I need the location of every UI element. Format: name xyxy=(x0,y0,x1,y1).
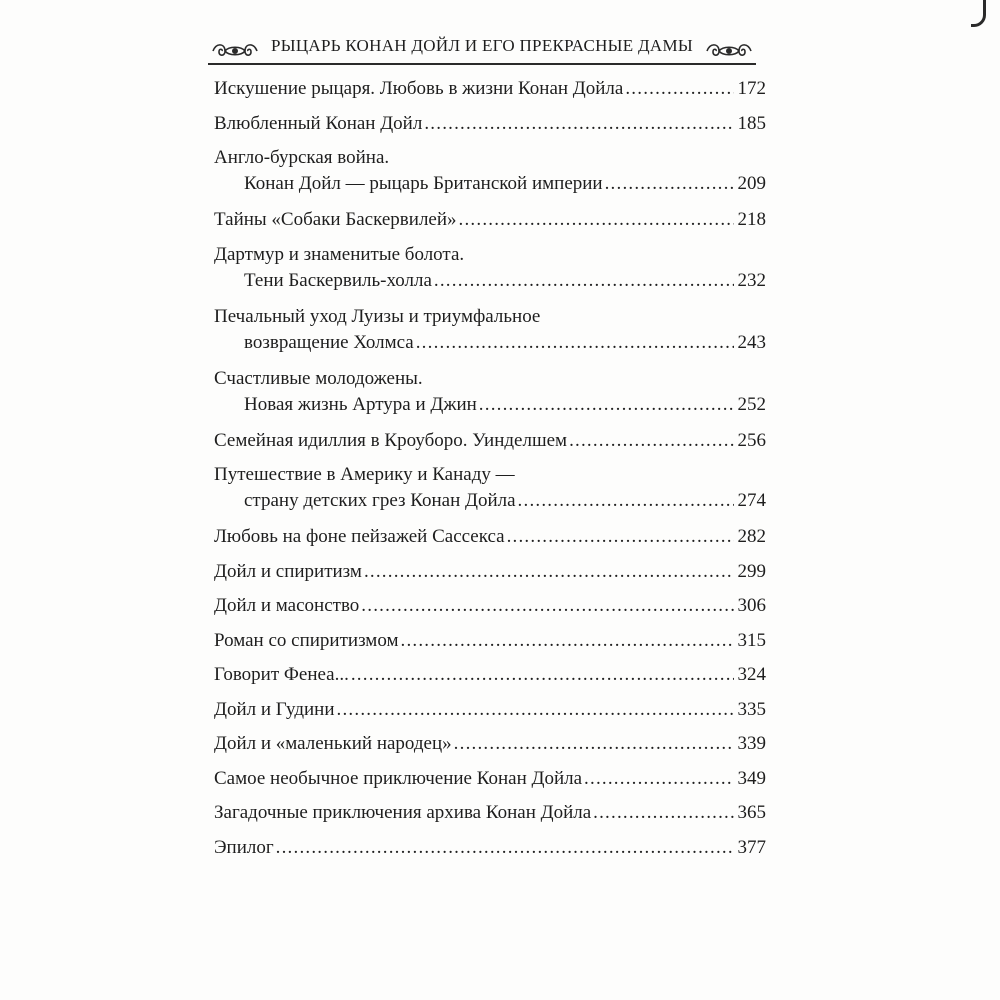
toc-entry-title: Влюбленный Конан Дойл xyxy=(214,112,423,134)
dot-leader xyxy=(584,766,733,792)
toc-page-number: 252 xyxy=(737,393,766,415)
toc-entry-line xyxy=(214,731,766,757)
toc-entry-line xyxy=(214,207,766,233)
toc-entry-line xyxy=(214,330,766,356)
table-of-contents xyxy=(214,76,766,869)
toc-entry[interactable] xyxy=(214,628,766,654)
toc-entry-title: Тайны «Собаки Баскервилей» xyxy=(214,209,457,230)
toc-page-number: 243 xyxy=(737,331,766,353)
toc-page-number: 256 xyxy=(737,429,766,451)
toc-entry-line xyxy=(214,628,766,654)
dot-leader xyxy=(361,593,733,619)
toc-entry-title-line-2: Тени Баскервиль-холла xyxy=(244,269,432,291)
dot-leader xyxy=(593,800,733,826)
page-corner-mark xyxy=(971,0,986,27)
toc-entry-line xyxy=(214,524,766,550)
toc-page-number: 218 xyxy=(737,209,766,230)
toc-entry-title-line-2: страну детских грез Конан Дойла xyxy=(244,490,516,511)
toc-entry-line xyxy=(214,559,766,585)
scroll-ornament-icon xyxy=(704,40,754,62)
running-header xyxy=(208,30,756,70)
toc-entry-title: Семейная идиллия в Кроуборо. Уинделшем xyxy=(214,429,568,451)
toc-entry-line xyxy=(214,766,766,792)
toc-entry[interactable] xyxy=(214,428,766,454)
dot-leader xyxy=(459,207,734,233)
dot-leader xyxy=(518,488,734,514)
toc-entry-title: Дойл и спиритизм xyxy=(214,560,362,582)
dot-leader xyxy=(416,330,734,356)
toc-entry[interactable] xyxy=(214,697,766,723)
toc-page-number: 172 xyxy=(737,78,766,99)
toc-page-number: 282 xyxy=(737,526,766,547)
toc-entry-title-line-1: Счастливые молодожены. xyxy=(214,367,423,389)
toc-page-number: 324 xyxy=(737,664,766,685)
toc-entry-line xyxy=(214,800,766,826)
toc-entry[interactable] xyxy=(214,662,766,688)
toc-entry-title: Дойл и масонство xyxy=(214,595,360,616)
toc-entry-line xyxy=(214,697,766,723)
toc-page-number: 299 xyxy=(737,560,766,582)
toc-entry[interactable] xyxy=(214,304,766,356)
dot-leader xyxy=(351,662,734,688)
toc-entry[interactable] xyxy=(214,800,766,826)
toc-entry-title-line-2: Конан Дойл — рыцарь Британской империи xyxy=(244,173,603,194)
toc-entry-line xyxy=(214,392,766,418)
toc-page-number: 335 xyxy=(737,698,766,720)
toc-page-number: 306 xyxy=(737,595,766,616)
toc-page-number: 315 xyxy=(737,629,766,651)
dot-leader xyxy=(479,392,734,418)
toc-entry[interactable] xyxy=(214,835,766,861)
toc-entry-line xyxy=(214,111,766,137)
toc-entry-title: Искушение рыцаря. Любовь в жизни Конан Дойла xyxy=(214,78,624,99)
toc-entry-title: Самое необычное приключение Конан Дойла xyxy=(214,767,583,789)
toc-entry[interactable] xyxy=(214,76,766,102)
dot-leader xyxy=(337,697,734,723)
toc-page-number: 349 xyxy=(737,767,766,789)
running-header-title: РЫЦАРЬ КОНАН ДОЙЛ И ЕГО ПРЕКРАСНЫЕ ДАМЫ xyxy=(270,36,694,55)
toc-entry-title-line-1: Путешествие в Америку и Канаду — xyxy=(214,464,515,485)
toc-entry-line xyxy=(214,662,766,688)
toc-entry[interactable] xyxy=(214,559,766,585)
toc-entry-title-line-2: Новая жизнь Артура и Джин xyxy=(244,393,477,415)
toc-entry[interactable] xyxy=(214,462,766,514)
toc-page-number: 377 xyxy=(737,836,766,858)
dot-leader xyxy=(625,76,733,102)
toc-entry-line xyxy=(214,171,766,197)
dot-leader xyxy=(454,731,734,757)
toc-entry-line xyxy=(214,268,766,294)
toc-entry-line xyxy=(214,835,766,861)
toc-page-number: 274 xyxy=(737,490,766,511)
toc-entry-line xyxy=(214,76,766,102)
toc-page-number: 365 xyxy=(737,802,766,823)
toc-entry-title-line-1: Печальный уход Луизы и триумфальное xyxy=(214,305,541,327)
toc-page-number: 339 xyxy=(737,733,766,754)
toc-entry[interactable] xyxy=(214,766,766,792)
toc-entry[interactable] xyxy=(214,242,766,294)
toc-entry-title: Дойл и Гудини xyxy=(214,698,335,720)
toc-entry-title-line-2: возвращение Холмса xyxy=(244,331,414,353)
toc-entry-title: Роман со спиритизмом xyxy=(214,629,399,651)
dot-leader xyxy=(605,171,734,197)
toc-entry-title: Дойл и «маленький народец» xyxy=(214,733,452,754)
toc-entry-title: Эпилог xyxy=(214,836,274,858)
toc-page-number: 185 xyxy=(737,112,766,134)
toc-page-number: 232 xyxy=(737,269,766,291)
toc-entry-line xyxy=(214,488,766,514)
dot-leader xyxy=(401,628,734,654)
toc-entry-title: Загадочные приключения архива Конан Дойла xyxy=(214,802,592,823)
dot-leader xyxy=(569,428,733,454)
toc-entry[interactable] xyxy=(214,524,766,550)
toc-entry-title: Любовь на фоне пейзажей Сассекса xyxy=(214,526,505,547)
toc-entry[interactable] xyxy=(214,731,766,757)
dot-leader xyxy=(507,524,734,550)
dot-leader xyxy=(364,559,734,585)
toc-entry[interactable] xyxy=(214,145,766,197)
toc-entry[interactable] xyxy=(214,593,766,619)
dot-leader xyxy=(276,835,734,861)
toc-page-number: 209 xyxy=(737,173,766,194)
toc-entry[interactable] xyxy=(214,207,766,233)
dot-leader xyxy=(424,111,733,137)
toc-entry-line xyxy=(214,593,766,619)
toc-entry[interactable] xyxy=(214,111,766,137)
toc-entry-line xyxy=(214,428,766,454)
toc-entry-title-line-1: Дартмур и знаменитые болота. xyxy=(214,243,465,265)
dot-leader xyxy=(434,268,734,294)
toc-entry-title: Говорит Фенеа... xyxy=(214,664,349,685)
header-rule xyxy=(208,63,756,65)
toc-entry-title-line-1: Англо-бурская война. xyxy=(214,147,390,168)
toc-entry[interactable] xyxy=(214,366,766,418)
